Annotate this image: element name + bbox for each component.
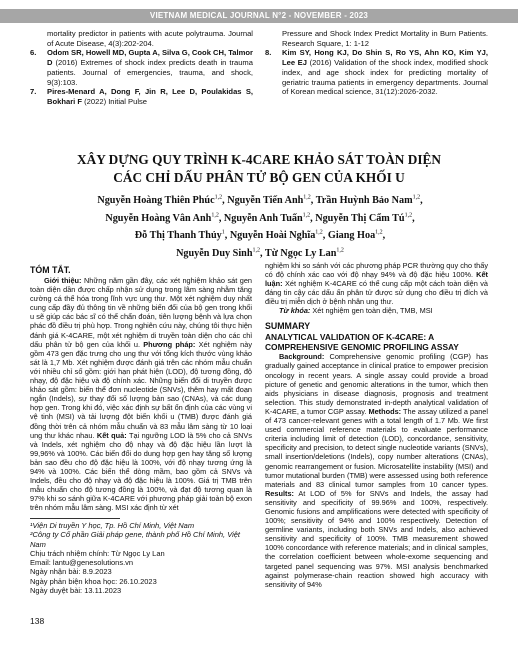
reference-text: Pressure and Shock Index Predict Mortality in Burn Patients. Research Square, 1: 1-12 [282, 29, 488, 48]
journal-header: VIETNAM MEDICAL JOURNAL N°2 - NOVEMBER - 2023 [0, 9, 518, 23]
author: Trần Huỳnh Bảo Nam$^{1,2}$, [315, 195, 423, 207]
affiliation-2: ²Công ty Cổ phần Giải pháp gene, thành phố Hồ Chí Minh, Việt Nam [30, 530, 240, 549]
reference-number: 6. [30, 48, 37, 58]
reference-text [47, 87, 253, 106]
author: Đỗ Thị Thanh Thủy$^1$, [134, 229, 230, 242]
references-right [265, 29, 488, 97]
summary-en-title: ANALYTICAL VALIDATION OF K-4CARE: A COMPREHENSIVE GENOMIC PROFILING ASSAY [265, 331, 459, 352]
summary-vi-heading: TÓM TẮT. [30, 265, 71, 275]
author: Nguyễn Tiến Anh$^{1,2}$, [227, 195, 316, 207]
reference-number [265, 29, 282, 48]
article-title [30, 151, 488, 186]
author: Nguyễn Hoàng Thiên Phúc$^{1,2}$, [97, 195, 228, 207]
date-accepted: Ngày duyệt bài: 13.11.2023 [30, 586, 122, 596]
author-list [40, 191, 480, 261]
summary-vi-continued: nghiệm khi so sánh với các phương pháp PCR thường quy cho thấy có độ chính xác cao với độ nhạy 94% và độ đặc hiệu 100%. Kết luận: Xét nghiệm K-4CARE có thể cung cấp một cách toàn diện và đáng tin cậy các dấu ấn phân tử được sử dụng cho điều trị đích và điều trị miễn dịch ở bệnh nhân ung thư. [265, 261, 488, 307]
article-title-line-2: CÁC CHỈ DẤU PHÂN TỬ BỘ GEN CỦA KHỐI U [113, 169, 405, 185]
reference-body: (2016) Extremes of shock index predicts death in trauma patients. Journal of emergencies, trauma, and shock, 9(3):103. [47, 58, 253, 87]
reference-body: (2016) Validation of the shock index, modified shock index, and age shock index for predicting mortality of geriatric trauma patients in emergency departments. Journal of Korean medical science, 31(12):2026-2032. [282, 58, 488, 97]
reference-authors: Pires-Menard A, Dong F, Jin R, Lee D, Poulakidas S, Bokhari F [47, 87, 253, 106]
author: Nguyễn Thị Cẩm Tú$^{1,2}$, [315, 212, 415, 224]
summary-vi-body: Giới thiệu: Những năm gần đây, các xét nghiệm khảo sát gen toàn diện dần được chấp nhận sử dụng trong lâm sàng nhằm tăng cường cá thể hóa trong lĩnh vực ung thư. Một xét nghiệm duy nhất cung cấp đầy đủ thông tin về những biến đổi của bộ gen trong khối u sẽ giúp các bác sĩ có thể chẩn đoán, tiên lượng bệnh và lựa chọn phác đồ điều trị phù hợp. Trong nghiên cứu này, chúng tôi thực hiện đánh giá K-4CARE, một xét nghiệm di truyền toàn diện cho các chỉ dấu phân tử bộ gen của khối u. Phương pháp: Xét nghiệm này gồm 473 gen đặc trưng cho ung thư với tổng kích thước vùng khảo sát là 1,7 Mb. Xét nghiệm được đánh giá trên các nhóm mẫu chuẩn với nhiều chỉ số gồm: giới hạn phát hiện (LOD), độ tương đồng, độ nhạy, độ đặc hiệu và độ chính xác. Những biến đổi di truyền được khảo sát gồm: biến thể đơn nucleotide (SNVs), thêm hay mất đoạn ngắn (Indels), sự thay đổi số lượng bản sao (CNAs), và các dung hợp gen. Trong khi đó, việc xác định sự bất ổn định của các vùng vi vệ tinh (MSI) và tải lượng đột biến khối u (TMB) được đánh giá đồng thời trên cả nhóm mẫu chuẩn và 83 mẫu lâm sàng từ 10 loại ung thư khác nhau. Kết quả: Tại ngưỡng LOD là 5% cho cả SNVs và Indels, xét nghiệm cho độ nhạy và độ đặc hiệu lần lượt là 99,96% và 100%. Các biến đổi do dung hợp gen hay tăng số lượng bản sao đều cho độ đặc hiệu là 100%, với độ nhạy tương ứng là 94% và 100%. Các biến thể dòng mầm, bao gồm cả SNVs và Indels, đều cho độ nhạy và độ đặc hiệu là 100%. Giá trị TMB trên mẫu chuẩn cho độ tương đồng là 100%, và đạt độ tương quan là 97% khi so sánh giữa K-4CARE với phương pháp giải toàn bộ exon trên nhóm mẫu lâm sàng. MSI xác định từ xét [30, 276, 253, 513]
footnote-divider [30, 518, 120, 519]
reference-item [30, 48, 253, 87]
page-number: 138 [30, 616, 45, 626]
keywords-vi: Từ khóa: Xét nghiệm gen toàn diện, TMB, MSI [279, 306, 433, 316]
reference-item [265, 48, 488, 97]
corresponding-author: Chịu trách nhiệm chính: Từ Ngọc Ly Lan [30, 548, 165, 558]
summary-en-heading: SUMMARY [265, 320, 311, 331]
author: Nguyễn Duy Sinh$^{1,2}$, [176, 247, 265, 259]
reference-item [30, 29, 253, 48]
author: Nguyễn Hoàng Vân Anh$^{1,2}$, [105, 212, 224, 224]
reference-text: mortality predictor in patients with acute polytrauma. Journal of Acute Disease, 4(3):202-204. [47, 29, 253, 48]
summary-vietnamese [30, 264, 252, 512]
reference-authors: Odom SR, Howell MD, Gupta A, Silva G, Cook CH, Talmor D [47, 48, 253, 68]
right-column [265, 261, 488, 589]
date-received: Ngày nhận bài: 8.9.2023 [30, 567, 112, 577]
reference-body: (2022) Initial Pulse [82, 96, 148, 106]
date-reviewed: Ngày phản biện khoa học: 26.10.2023 [30, 576, 157, 586]
affiliation-1: ¹Viện Di truyền Y học, Tp. Hồ Chí Minh, Việt Nam [30, 521, 195, 530]
author: Từ Ngọc Ly Lan$^{1,2}$ [264, 247, 344, 259]
footnotes [30, 518, 252, 595]
reference-text [282, 48, 488, 97]
reference-number [30, 29, 47, 48]
reference-number: 7. [30, 87, 37, 97]
article-title-line-1: XÂY DỰNG QUY TRÌNH K-4CARE KHẢO SÁT TOÀN DIỆN [77, 152, 441, 167]
author: Nguyễn Hoài Nghĩa$^{1,2}$, [229, 229, 328, 242]
reference-text [47, 48, 253, 87]
reference-item [265, 29, 488, 48]
reference-number: 8. [265, 48, 272, 58]
summary-en-body: Background: Comprehensive genomic profiling (CGP) has gradually gained acceptance in clinical pratice to empower precision oncology in recent years. A single assay could provide a broad picture of genetic and genomic alterations in the tumor, which then aids physicians in disease diagnosis, prognosis and treatment selection. This study demonstrated in-depth analytical validation of K-4CARE, a tumor CGP assay. Methods: The assay utilized a panel of 473 cancer-relevant genes with a total length of 1.7 Mb. We first used commercial reference materials to evaluate performance criteria including limit of detection (LOD), concordance, sensitivity, specificity and precision, to detect single nucleotide variants (SNVs), small insertion/deletions (Indels), copy number alterations (CNAs), genomic rearrangement or fusion. Microsatellite instability (MSI) and tumor mutational burden (TMB) were assessed using both reference materials and 83 clinical tumor samples from 10 cancer types. Results: At LOD of 5% for SNVs and Indels, the assay had sensitivity and specificity of 99.96% and 100%, respectively. Genomic fusions and amplifications were detected with specificity of 100%; sensitivity of 94% and 100% respectively. Detection of germline variants, including both SNVs and Indels, also achieved sensitivity and specificity of 100%. TMB measurement showed 100% concordance with reference materials; and in clinical samples, the correlation coefficient between whole-exome sequencing and targeted panel sequencing was 97%. MSI analysis benchmarked against polymerase-chain reaction showed high accuracy with sensitivity of 94% [265, 352, 488, 589]
reference-item [30, 87, 253, 106]
author: Giang Hoa$^{1,2}$, [327, 229, 386, 242]
email: Email: lantu@genesolutions.vn [30, 558, 134, 568]
reference-authors: Kim SY, Hong KJ, Do Shin S, Ro YS, Ahn KO, Kim YJ, Lee EJ [282, 48, 488, 68]
author: Nguyễn Anh Tuấn$^{1,2}$, [223, 212, 316, 224]
references-left [30, 29, 253, 107]
